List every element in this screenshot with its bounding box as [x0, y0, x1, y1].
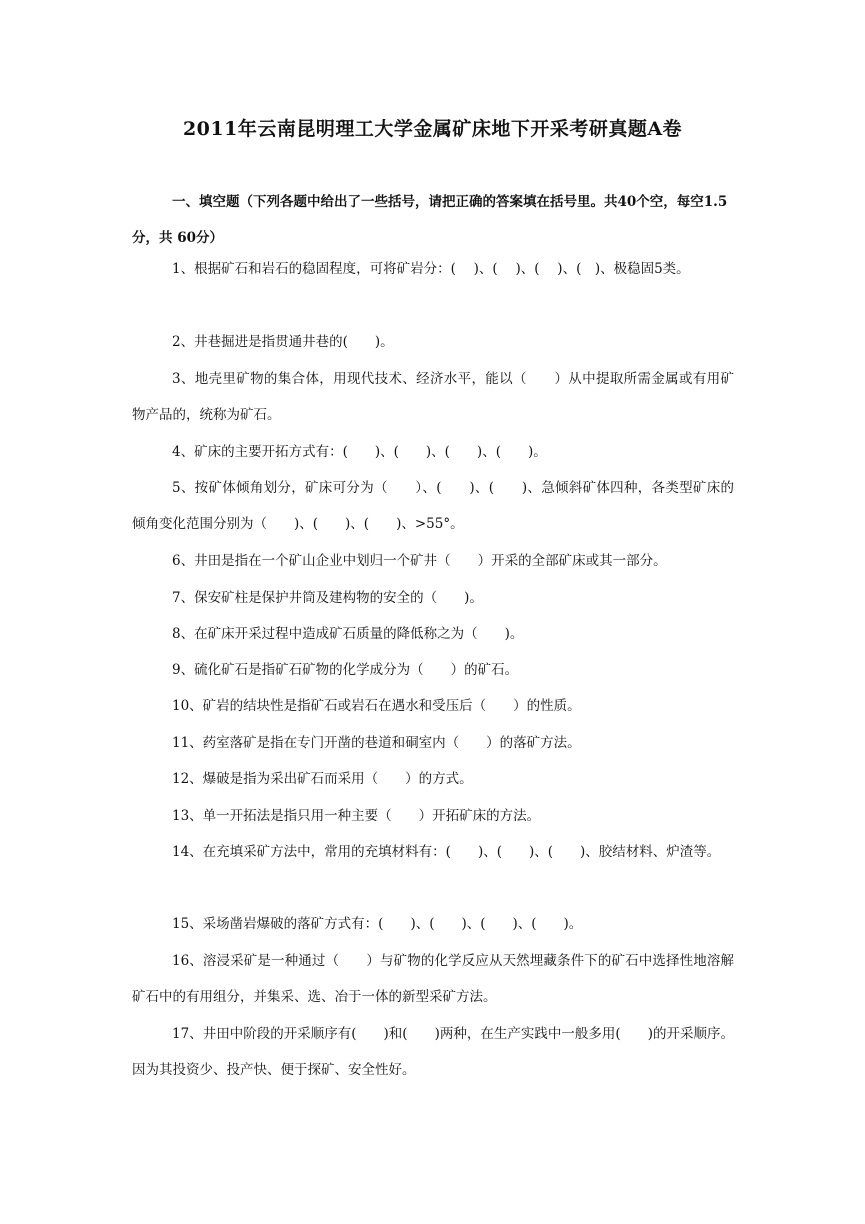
question-4: 4、矿床的主要开拓方式有：( )、( )、( )、( )。 [172, 444, 547, 460]
question-14: 14、在充填采矿方法中，常用的充填材料有：( )、( )、( )、胶结材料、炉渣等。 [172, 844, 721, 860]
question-16: 16、溶浸采矿是一种通过（ ）与矿物的化学反应从天然埋藏条件下的矿石中选择性地溶解矿石中的有用组分，并集采、选、冶于一体的新型采矿方法。 [132, 953, 734, 1005]
question-17: 17、井田中阶段的开采顺序有( )和( )两种，在生产实践中一般多用( )的开采顺序。因为其投资少、投产快、便于探矿、安全性好。 [132, 1026, 734, 1078]
question-13: 13、单一开拓法是指只用一种主要（ ）开拓矿床的方法。 [172, 808, 541, 824]
question-10: 10、矿岩的结块性是指矿石或岩石在遇水和受压后（ ）的性质。 [172, 698, 581, 714]
question-8: 8、在矿床开采过程中造成矿石质量的降低称之为（ )。 [172, 626, 524, 642]
question-7: 7、保安矿柱是保护井筒及建构物的安全的（ )。 [172, 590, 483, 606]
question-12: 12、爆破是指为采出矿石而采用（ ）的方式。 [172, 771, 473, 787]
section-heading: 一、填空题（下列各题中给出了一些括号，请把正确的答案填在括号里。共40个空，每空1.5分，共 60分） [132, 194, 728, 246]
question-5: 5、按矿体倾角划分，矿床可分为（ ）、( )、( )、急倾斜矿体四种，各类型矿床的倾角变化范围分别为（ )、( )、( )、>55°。 [132, 480, 734, 532]
question-15: 15、采场凿岩爆破的落矿方式有：( )、( )、( )、( )。 [172, 916, 583, 932]
question-1: 1、根据矿石和岩石的稳固程度，可将矿岩分：( )、( )、( )、( )、极稳固5类。 [172, 261, 690, 277]
question-3: 3、地壳里矿物的集合体，用现代技术、经济水平，能以（ ）从中提取所需金属或有用矿物产品的，统称为矿石。 [132, 371, 734, 423]
question-6: 6、井田是指在一个矿山企业中划归一个矿井（ ）开采的全部矿床或其一部分。 [172, 553, 667, 569]
question-9: 9、硫化矿石是指矿石矿物的化学成分为（ ）的矿石。 [172, 662, 519, 678]
page-title: 2011年云南昆明理工大学金属矿床地下开采考研真题A卷 [182, 118, 683, 140]
question-2: 2、井巷掘进是指贯通井巷的( )。 [172, 334, 394, 350]
question-11: 11、药室落矿是指在专门开凿的巷道和硐室内（ ）的落矿方法。 [172, 735, 581, 751]
